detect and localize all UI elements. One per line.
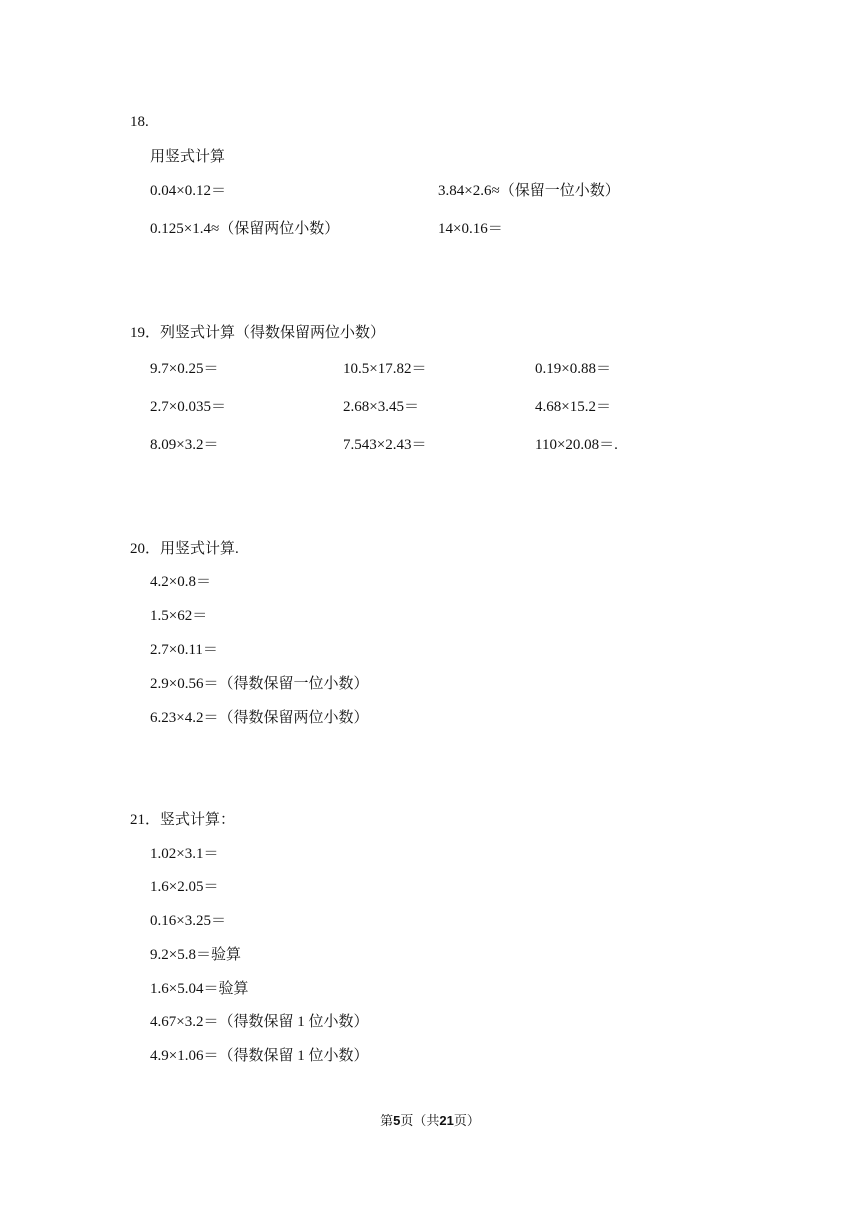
- q18-number: 18.: [130, 114, 149, 130]
- q19-item-5: 2.68×3.45＝: [343, 399, 419, 415]
- q18-item-1: 0.04×0.12＝: [150, 183, 226, 199]
- footer-suffix: 页）: [453, 1113, 480, 1128]
- q19-item-9: 110×20.08＝.: [535, 437, 618, 453]
- q21-item-7: 4.9×1.06＝（得数保留 1 位小数）: [150, 1048, 369, 1064]
- q20-item-5: 6.23×4.2＝（得数保留两位小数）: [150, 710, 369, 726]
- q21-item-3: 0.16×3.25＝: [150, 913, 226, 929]
- q19-item-3: 0.19×0.88＝: [535, 361, 611, 377]
- footer-middle: 页（共: [400, 1113, 440, 1128]
- q21-item-1: 1.02×3.1＝: [150, 846, 219, 862]
- q21-item-5: 1.6×5.04＝验算: [150, 981, 249, 997]
- q21-title: 21．竖式计算：: [130, 812, 236, 828]
- page-footer: [0, 1113, 860, 1129]
- q18-item-4: 14×0.16＝: [438, 221, 503, 237]
- q21-item-4: 9.2×5.8＝验算: [150, 947, 241, 963]
- q19-item-6: 4.68×15.2＝: [535, 399, 611, 415]
- footer-prefix: 第: [380, 1113, 394, 1128]
- q20-item-2: 1.5×62＝: [150, 608, 208, 624]
- q18-item-3: 0.125×1.4≈（保留两位小数）: [150, 221, 340, 237]
- q20-item-1: 4.2×0.8＝: [150, 574, 211, 590]
- q18-item-2: 3.84×2.6≈（保留一位小数）: [438, 183, 620, 199]
- q19-item-1: 9.7×0.25＝: [150, 361, 219, 377]
- q19-item-2: 10.5×17.82＝: [343, 361, 427, 377]
- q19-title: 19．列竖式计算（得数保留两位小数）: [130, 325, 386, 341]
- q20-title: 20．用竖式计算.: [130, 541, 239, 557]
- footer-total-pages: 21: [439, 1113, 454, 1128]
- footer-page-number: 5: [393, 1113, 401, 1128]
- q21-item-2: 1.6×2.05＝: [150, 879, 219, 895]
- q20-item-4: 2.9×0.56＝（得数保留一位小数）: [150, 676, 369, 692]
- q18-instruction: 用竖式计算: [150, 149, 226, 165]
- q19-item-4: 2.7×0.035＝: [150, 399, 226, 415]
- q19-item-8: 7.543×2.43＝: [343, 437, 427, 453]
- q19-item-7: 8.09×3.2＝: [150, 437, 219, 453]
- q21-item-6: 4.67×3.2＝（得数保留 1 位小数）: [150, 1014, 369, 1030]
- q20-item-3: 2.7×0.11＝: [150, 642, 218, 658]
